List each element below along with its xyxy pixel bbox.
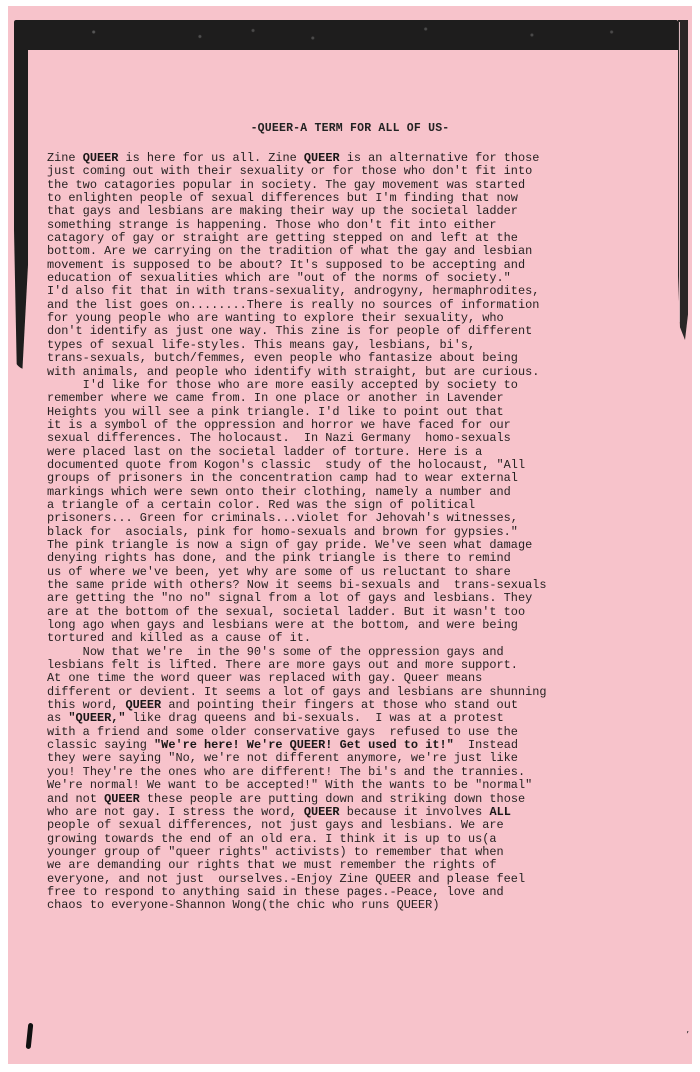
body-line	[47, 472, 687, 485]
text-run: education of sexualities which are "out of the norms of society."	[47, 271, 511, 286]
body-line	[47, 285, 687, 298]
body-line	[47, 205, 687, 218]
text-run: and pointing their fingers at those who stand out	[161, 698, 518, 713]
body-line	[47, 232, 687, 245]
text-run: Heights you will see a pink triangle. I'd like to point out that	[47, 404, 504, 419]
text-run: are getting the "no no" signal from a lot of gays and lesbians. They	[47, 591, 533, 606]
body-line	[47, 512, 687, 525]
text-run: groups of prisoners in the concentration camp had to wear external	[47, 471, 518, 486]
text-run: we are demanding our rights that we must remember the rights of	[47, 858, 497, 873]
text-run: as	[47, 711, 69, 726]
text-run: long ago when gays and lesbians were at the bottom, and were being	[47, 618, 518, 633]
body-line	[47, 766, 687, 779]
body-line	[47, 325, 687, 338]
body-line	[47, 192, 687, 205]
text-run: something strange is happening. Those who don't fit into either	[47, 217, 497, 232]
text-run: these people are putting down and striking down those	[139, 791, 526, 806]
bold-text: "We're here! We're QUEER! Get used to it!"	[154, 738, 454, 753]
body-line	[47, 886, 687, 899]
text-run: are at the bottom of the sexual, societal ladder. But it wasn't too	[47, 604, 526, 619]
body-line	[47, 686, 687, 699]
body-line	[47, 392, 687, 405]
text-run: and the list goes on........There is really no sources of information	[47, 297, 540, 312]
body-line	[47, 272, 687, 285]
body-line	[47, 446, 687, 459]
body-line	[47, 165, 687, 178]
text-run: bottom. Are we carrying on the tradition of what the gay and lesbian	[47, 244, 533, 259]
bold-text: QUEER	[82, 151, 119, 165]
article-body	[47, 152, 687, 913]
text-run: prisoners... Green for criminals...violet for Jehovah's witnesses,	[47, 511, 518, 526]
body-line	[47, 526, 687, 539]
bold-text: ALL	[489, 804, 511, 819]
body-line	[47, 152, 687, 165]
body-line	[47, 432, 687, 445]
text-run: movement is supposed to be about? It's supposed to be accepting and	[47, 257, 526, 272]
text-run: because it involves	[339, 804, 490, 819]
text-run: Now that we're in the 90's some of the oppression gays and	[47, 644, 504, 659]
text-run: Zine	[47, 151, 83, 165]
text-run: sexual differences. The holocaust. In Nazi Germany homo-sexuals	[47, 431, 511, 446]
body-line	[47, 219, 687, 232]
text-run: with a friend and some older conservative gays refused to use the	[47, 724, 518, 739]
text-run: people of sexual differences, not just gays and lesbians. We are	[47, 818, 504, 833]
body-line	[47, 619, 687, 632]
body-line	[47, 646, 687, 659]
bold-text: QUEER	[104, 791, 140, 806]
text-run: free to respond to anything said in these pages.-Peace, love and	[47, 884, 504, 899]
text-run: everyone, and not just ourselves.-Enjoy Zine QUEER and please feel	[47, 871, 526, 886]
text-run: At one time the word queer was replaced with gay. Queer means	[47, 671, 483, 686]
body-line	[47, 499, 687, 512]
body-line	[47, 245, 687, 258]
text-run: with animals, and people who identify with straight, but are curious.	[47, 364, 540, 379]
body-line	[47, 539, 687, 552]
text-run: just coming out with their sexuality or for those who don't fit into	[47, 164, 533, 179]
text-run: this word,	[47, 698, 126, 713]
body-line	[47, 779, 687, 792]
text-run: The pink triangle is now a sign of gay pride. We've seen what damage	[47, 537, 533, 552]
text-run: younger group of "queer rights" activists) to remember that when	[47, 844, 504, 859]
body-line	[47, 726, 687, 739]
text-run: you! They're the ones who are different! The bi's and the trannies.	[47, 764, 526, 779]
text-run: the same pride with others? Now it seems bi-sexuals and trans-sexuals	[47, 578, 547, 592]
text-run: it is a symbol of the oppression and horror we have faced for our	[47, 417, 511, 432]
text-run: to enlighten people of sexual differences but I'm finding that now	[47, 191, 518, 206]
body-line	[47, 379, 687, 392]
body-line	[47, 299, 687, 312]
text-run: documented quote from Kogon's classic study of the holocaust, "All	[47, 457, 526, 472]
body-line	[47, 459, 687, 472]
body-line	[47, 699, 687, 712]
body-line	[47, 793, 687, 806]
text-run: were placed last on the societal ladder of torture. Here is a	[47, 444, 483, 459]
text-run: who are not gay. I stress the word,	[47, 804, 304, 819]
body-line	[47, 259, 687, 272]
body-line	[47, 552, 687, 565]
text-run: don't identify as just one way. This zine is for people of different	[47, 324, 533, 339]
text-run: different or devient. It seems a lot of gays and lesbians are shunning	[47, 684, 547, 699]
body-line	[47, 312, 687, 325]
body-line	[47, 419, 687, 432]
body-line	[47, 339, 687, 352]
text-run: a triangle of a certain color. Red was the sign of political	[47, 497, 476, 512]
body-line	[47, 579, 687, 592]
text-run: tortured and killed as a cause of it.	[47, 631, 312, 646]
text-run: remember where we came from. In one place or another in Lavender	[47, 391, 504, 406]
body-line	[47, 672, 687, 685]
text-run: is an alternative for those	[339, 151, 540, 165]
text-run: I'd also fit that in with trans-sexuality, androgyny, hermaphrodites,	[47, 284, 540, 299]
text-run: black for asocials, pink for homo-sexuals and brown for gypsies."	[47, 524, 518, 539]
body-line	[47, 632, 687, 645]
text-run: that gays and lesbians are making their way up the societal ladder	[47, 204, 518, 219]
text-run: markings which were sewn onto their clothing, namely a number and	[47, 484, 511, 499]
body-line	[47, 819, 687, 832]
body-line	[47, 592, 687, 605]
text-run: and not	[47, 791, 105, 806]
body-line	[47, 806, 687, 819]
body-line	[47, 606, 687, 619]
text-run: We're normal! We want to be accepted!" With the wants to be "normal"	[47, 778, 533, 793]
corner-scan-mark: ’	[686, 1030, 690, 1041]
body-line	[47, 366, 687, 379]
bold-text: QUEER	[303, 151, 340, 165]
text-run: types of sexual life-styles. This means gay, lesbians, bi's,	[47, 337, 476, 352]
body-line	[47, 179, 687, 192]
body-line	[47, 712, 687, 725]
body-line	[47, 899, 687, 912]
text-run: catagory of gay or straight are getting stepped on and left at the	[47, 231, 518, 246]
text-run: like drag queens and bi-sexuals. I was at a protest	[125, 711, 504, 726]
text-run: I'd like for those who are more easily accepted by society to	[47, 377, 518, 392]
text-run: they were saying "No, we're not different anymore, we're just like	[47, 751, 518, 766]
body-line	[47, 486, 687, 499]
text-run: denying rights has done, and the pink triangle is there to remind	[47, 551, 511, 566]
text-run: is here for us all. Zine	[118, 151, 304, 165]
text-run: for young people who are wanting to explore their sexuality, who	[47, 311, 504, 326]
body-line	[47, 406, 687, 419]
top-ink-border	[14, 20, 678, 50]
text-run: growing towards the end of an old era. I think it is up to us(a	[47, 831, 497, 846]
text-run: trans-sexuals, butch/femmes, even people who fantasize about being	[47, 351, 518, 366]
body-line	[47, 659, 687, 672]
body-line	[47, 352, 687, 365]
bold-text: QUEER	[125, 698, 162, 713]
text-run: lesbians felt is lifted. There are more gays out and more support.	[47, 658, 518, 673]
body-line	[47, 752, 687, 765]
text-run: the two catagories popular in society. The gay movement was started	[47, 177, 526, 192]
body-line	[47, 846, 687, 859]
text-run: us of where we've been, yet why are some of us reluctant to share	[47, 564, 511, 579]
text-run: chaos to everyone-Shannon Wong(the chic who runs QUEER)	[47, 898, 440, 913]
body-line	[47, 739, 687, 752]
text-run: Instead	[453, 738, 518, 753]
article-title: -QUEER-A TERM FOR ALL OF US-	[250, 122, 450, 135]
bold-text: QUEER	[303, 804, 340, 819]
body-line	[47, 859, 687, 872]
body-line	[47, 873, 687, 886]
body-line	[47, 833, 687, 846]
bold-text: "QUEER,"	[68, 711, 126, 726]
body-line	[47, 566, 687, 579]
text-run: classic saying	[47, 738, 155, 753]
